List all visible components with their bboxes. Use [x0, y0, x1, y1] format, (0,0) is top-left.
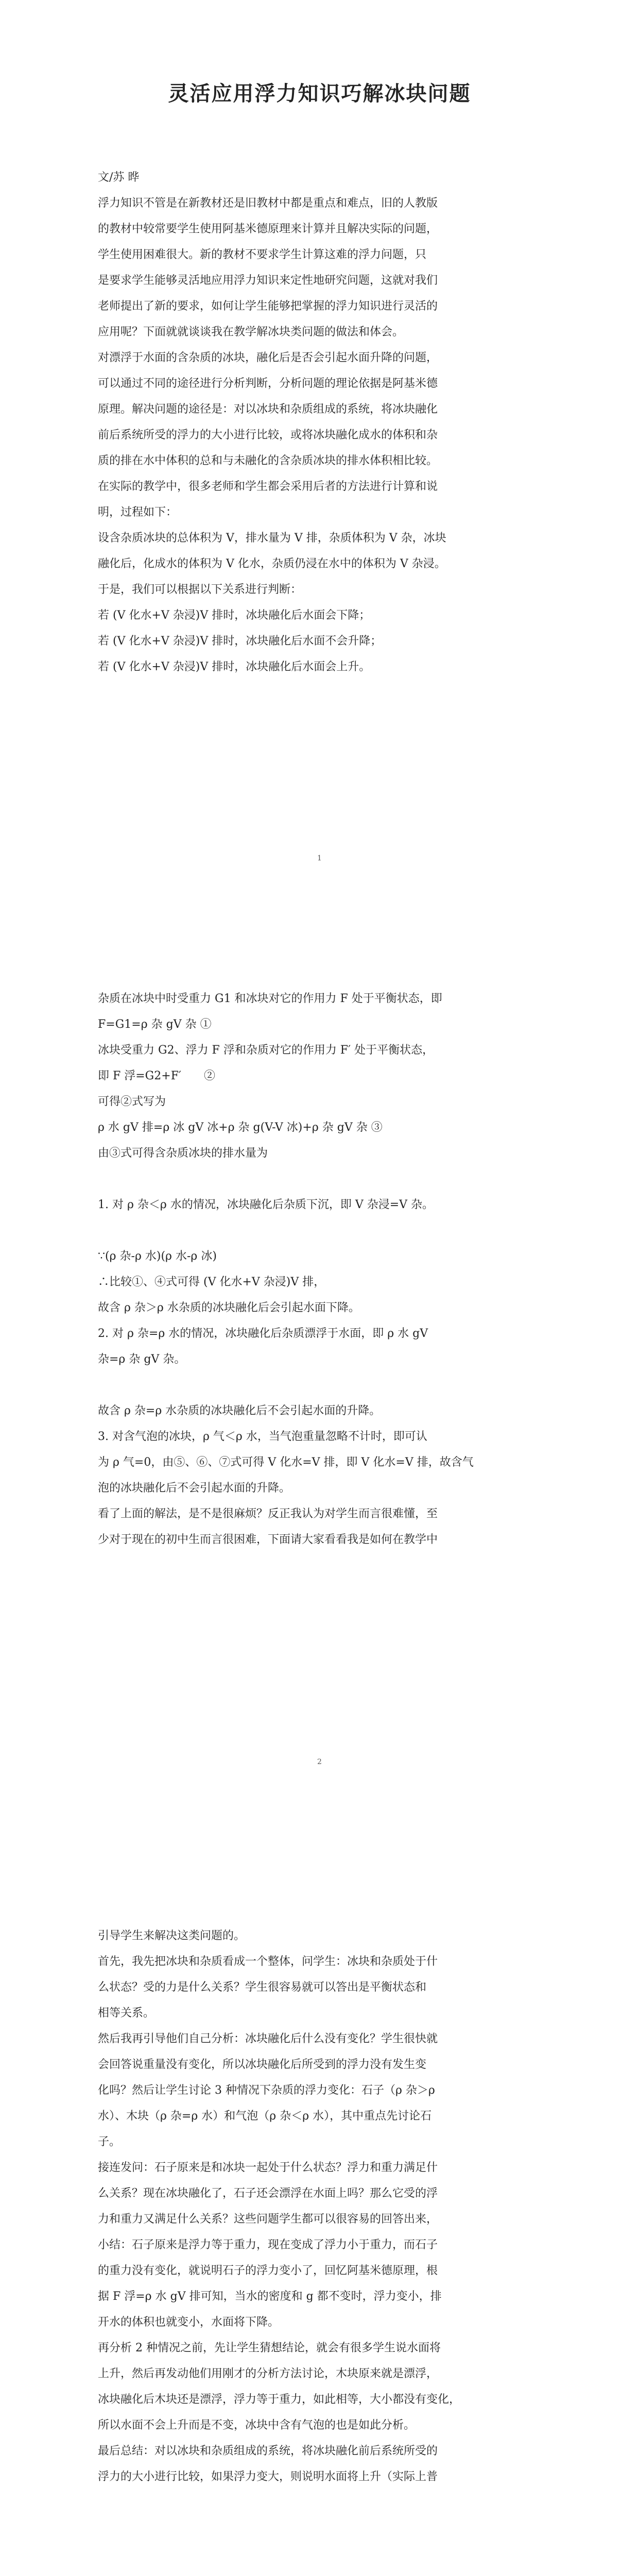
text-line: 设含杂质冰块的总体积为 V，排水量为 V 排，杂质体积为 V 杂，冰块	[98, 532, 446, 545]
text-line: 少对于现在的初中生而言很困难，下面请大家看看我是如何在教学中	[98, 1533, 438, 1546]
paragraph-lines	[98, 191, 541, 680]
text-line: 小结：石子原来是浮力等于重力，现在变成了浮力小于重力，而石子	[98, 2239, 438, 2251]
paragraph-lines	[98, 1398, 541, 1553]
text-line: 故含 ρ 杂＞ρ 水杂质的冰块融化后会引起水面下降。	[98, 1301, 360, 1314]
text-line: 1. 对 ρ 杂＜ρ 水的情况，冰块融化后杂质下沉，即 V 杂浸=V 杂。	[98, 1198, 434, 1211]
text-line: 前后系统所受的浮力的大小进行比较，或将冰块融化成水的体积和杂	[98, 429, 438, 442]
article-title: 灵活应用浮力知识巧解冰块问题	[168, 81, 471, 106]
paragraph-lines	[98, 986, 541, 1166]
text-line: 明，过程如下：	[98, 506, 178, 519]
text-line: 于是，我们可以根据以下关系进行判断：	[98, 583, 302, 596]
text-line: 原理。解决问题的途径是：对以冰块和杂质组成的系统，将冰块融化	[98, 403, 438, 416]
text-line: 浮力知识不管是在新教材还是旧教材中都是重点和难点，旧的人教版	[98, 197, 438, 210]
text-line: 化吗？然后让学生讨论 3 种情况下杂质的浮力变化：石子（ρ 杂＞ρ	[98, 2084, 435, 2097]
text-line: 冰块受重力 G2、浮力 F 浮和杂质对它的作用力 F′ 处于平衡状态，	[98, 1044, 434, 1057]
text-line: ρ 水 gV 排=ρ 冰 gV 冰+ρ 杂 g(V-V 冰)+ρ 杂 gV 杂 ③	[98, 1121, 383, 1134]
text-line: 然后我再引导他们自己分析：冰块融化后什么没有变化？学生很快就	[98, 2032, 438, 2045]
text-line: 接连发问：石子原来是和冰块一起处于什么状态？浮力和重力满足什	[98, 2161, 438, 2174]
page-number: 2	[317, 1758, 322, 1766]
author-line: 文/苏 晔	[98, 171, 140, 184]
text-line: 浮力的大小进行比较，如果浮力变大，则说明水面将上升（实际上普	[98, 2470, 438, 2483]
formula-gap	[98, 1166, 541, 1192]
text-line: 对漂浮于水面的含杂质的冰块，融化后是否会引起水面升降的问题，	[98, 351, 438, 364]
text-line: 2. 对 ρ 杂=ρ 水的情况，冰块融化后杂质漂浮于水面，即 ρ 水 gV	[98, 1327, 428, 1340]
text-line: 开水的体积也就变小，水面将下降。	[98, 2316, 280, 2329]
text-line: 学生使用困难很大。新的教材不要求学生计算这难的浮力问题，只	[98, 248, 427, 261]
text-line: 为 ρ 气=0，由⑤、⑥、⑦式可得 V 化水=V 排，即 V 化水=V 排，故含气	[98, 1456, 474, 1469]
text-line: 质的排在水中体积的总和与未融化的含杂质冰块的排水体积相比较。	[98, 454, 438, 467]
paragraph-lines	[98, 1923, 541, 2490]
paragraph-lines	[98, 1192, 541, 1218]
text-line: ∴比较①、④式可得 (V 化水+V 杂浸)V 排，	[98, 1276, 325, 1289]
text-line: 看了上面的解法，是不是很麻烦？反正我认为对学生而言很难懂，至	[98, 1507, 438, 1520]
text-line: 最后总结：对以冰块和杂质组成的系统，将冰块融化前后系统所受的	[98, 2445, 438, 2458]
text-line: 可得②式写为	[98, 1095, 166, 1108]
text-line: 3. 对含气泡的冰块，ρ 气＜ρ 水，当气泡重量忽略不计时，即可认	[98, 1430, 427, 1443]
text-line: 力和重力又满足什么关系？这些问题学生都可以很容易的回答出来，	[98, 2213, 438, 2226]
page-3-body	[98, 1923, 541, 2490]
text-line: 么状态？受的力是什么关系？学生很容易就可以答出是平衡状态和	[98, 1981, 427, 1994]
formula-gap	[98, 1372, 541, 1398]
text-line: 相等关系。	[98, 2007, 155, 2020]
text-line: 即 F 浮=G2+F′ ②	[98, 1070, 215, 1082]
text-line: 由③式可得含杂质冰块的排水量为	[98, 1147, 268, 1160]
text-line: 么关系？现在冰块融化了，石子还会漂浮在水面上吗？那么它受的浮	[98, 2187, 438, 2200]
text-line: 泡的冰块融化后不会引起水面的升降。	[98, 1482, 291, 1495]
document-page-3	[0, 1807, 639, 2576]
text-line: 水）、木块（ρ 杂=ρ 水）和气泡（ρ 杂＜ρ 水），其中重点先讨论石	[98, 2110, 432, 2123]
text-line: 故含 ρ 杂=ρ 水杂质的冰块融化后不会引起水面的升降。	[98, 1404, 381, 1417]
text-line: 引导学生来解决这类问题的。	[98, 1929, 246, 1942]
text-line: 子。	[98, 2136, 121, 2148]
text-line: 的教材中较常要学生使用阿基米德原理来计算并且解决实际的问题，	[98, 223, 438, 235]
text-line: 所以水面不会上升而是不变，冰块中含有气泡的也是如此分析。	[98, 2419, 416, 2432]
text-line: 的重力没有变化，就说明石子的浮力变小了，回忆阿基米德原理，根	[98, 2264, 438, 2277]
page-2-body	[98, 986, 541, 1553]
paragraph-lines	[98, 1244, 541, 1372]
text-line: 若 (V 化水+V 杂浸)V 排时，冰块融化后水面会上升。	[98, 660, 371, 673]
text-line: 杂=ρ 杂 gV 杂。	[98, 1353, 186, 1366]
text-line: 杂质在冰块中时受重力 G1 和冰块对它的作用力 F 处于平衡状态，即	[98, 992, 442, 1005]
document-page-1	[0, 0, 639, 904]
text-line: 在实际的教学中，很多老师和学生都会采用后者的方法进行计算和说	[98, 480, 438, 493]
text-line: 可以通过不同的途径进行分析判断，分析问题的理论依据是阿基米德	[98, 377, 438, 390]
text-line: 冰块融化后木块还是漂浮，浮力等于重力，如此相等，大小都没有变化，	[98, 2393, 461, 2406]
text-line: 会回答说重量没有变化，所以冰块融化后所受到的浮力没有发生变	[98, 2058, 427, 2071]
page-number: 1	[317, 854, 322, 862]
text-line: 再分析 2 种情况之前，先让学生猜想结论，就会有很多学生说水面将	[98, 2342, 441, 2354]
text-line: 是要求学生能够灵活地应用浮力知识来定性地研究问题，这就对我们	[98, 274, 438, 287]
text-line: 老师提出了新的要求，如何让学生能够把掌握的浮力知识进行灵活的	[98, 300, 438, 313]
page-1-body	[98, 165, 541, 680]
text-line: 据 F 浮=ρ 水 gV 排可知，当水的密度和 g 都不变时，浮力变小，排	[98, 2290, 442, 2303]
text-line: 若 (V 化水+V 杂浸)V 排时，冰块融化后水面不会升降；	[98, 635, 382, 648]
text-line: ∵(ρ 杂-ρ 水)(ρ 水-ρ 冰)	[98, 1250, 217, 1263]
text-line: 上升，然后再发动他们用刚才的分析方法讨论，木块原来就是漂浮，	[98, 2367, 438, 2380]
text-line: 若 (V 化水+V 杂浸)V 排时，冰块融化后水面会下降；	[98, 609, 371, 622]
text-line: 应用呢？下面就就谈谈我在教学解冰块类问题的做法和体会。	[98, 326, 404, 338]
text-line: 首先，我先把冰块和杂质看成一个整体，问学生：冰块和杂质处于什	[98, 1955, 438, 1968]
formula-gap	[98, 1218, 541, 1244]
text-line: 融化后，化成水的体积为 V 化水，杂质仍浸在水中的体积为 V 杂浸。	[98, 557, 446, 570]
document-page-2	[0, 904, 639, 1807]
text-line: F=G1=ρ 杂 gV 杂 ①	[98, 1018, 212, 1031]
